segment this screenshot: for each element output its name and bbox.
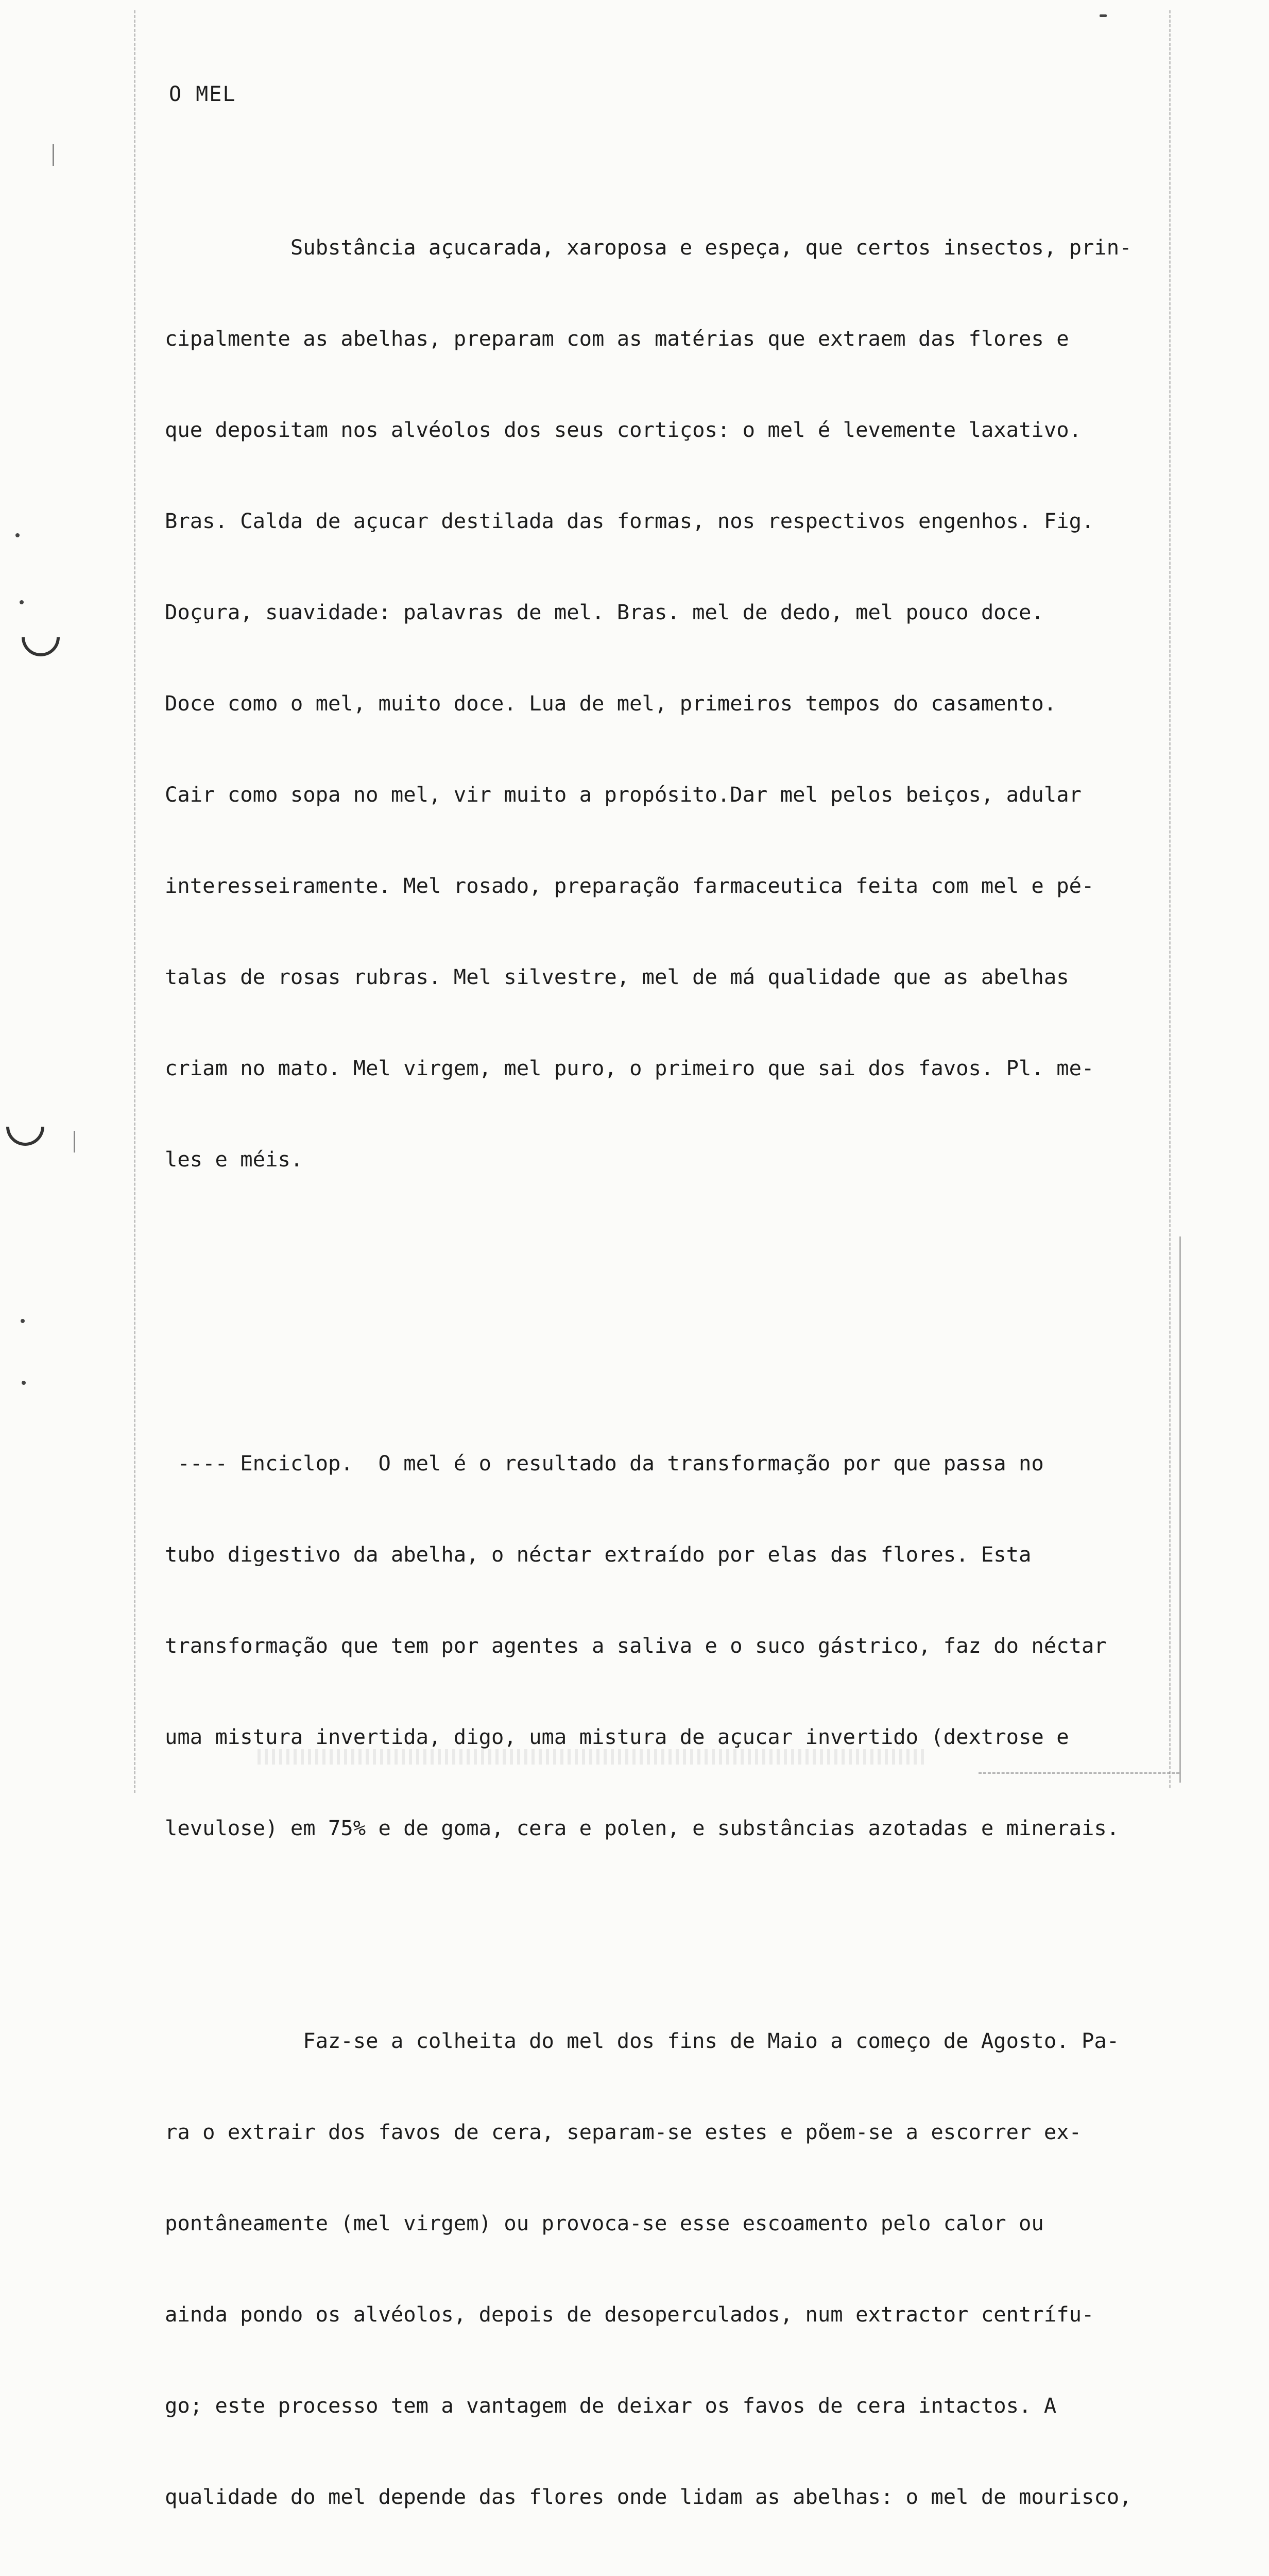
paragraph-definition [165, 172, 1174, 1235]
text-line: Bras. Calda de açucar destilada das formas, nos respectivos engenhos. Fig. [165, 509, 1094, 533]
edge-mark [53, 144, 54, 166]
text-line: Doçura, suavidade: palavras de mel. Bras. mel de dedo, mel pouco doce. [165, 600, 1044, 624]
scan-speck [21, 1319, 25, 1323]
text-line: transformação que tem por agentes a saliva e o suco gástrico, faz do néctar [165, 1633, 1107, 1658]
text-line [165, 2573, 1174, 2576]
text-line: Cair como sopa no mel, vir muito a propósito.Dar mel pelos beiços, adular [165, 782, 1082, 807]
text-line: ra o extrair dos favos de cera, separam-se estes e põem-se a escorrer ex- [165, 2120, 1082, 2144]
document-body [165, 111, 1174, 2576]
page-title: O MEL [169, 82, 236, 106]
text-line: qualidade do mel depende das flores onde lidam as abelhas: o mel de mourisco, [165, 2484, 1132, 2509]
binding-hole-mark [0, 1100, 52, 1154]
text-line: uma mistura invertida, digo, uma mistura de açucar invertido (dextrose e [165, 1724, 1069, 1749]
text-line: ---- Enciclop. O mel é o resultado da transformação por que passa no [165, 1451, 1044, 1476]
paragraph-gap [165, 1296, 1174, 1327]
text-line: Faz-se a colheita do mel dos fins de Maio a começo de Agosto. Pa- [165, 2028, 1120, 2053]
text-line: les e méis. [165, 1147, 303, 1172]
text-line: Substância açucarada, xaroposa e espeça, que certos insectos, prin- [165, 235, 1132, 260]
scan-speck [15, 533, 20, 537]
text-line: pontâneamente (mel virgem) ou provoca-se esse escoamento pelo calor ou [165, 2211, 1044, 2235]
text-line: interesseiramente. Mel rosado, preparação farmaceutica feita com mel e pé- [165, 873, 1094, 898]
text-line: tubo digestivo da abelha, o néctar extraído por elas das flores. Esta [165, 1542, 1032, 1567]
text-line: talas de rosas rubras. Mel silvestre, mel de má qualidade que as abelhas [165, 964, 1069, 989]
text-line: que depositam nos alvéolos dos seus cortiços: o mel é levemente laxativo. [165, 417, 1082, 442]
edge-mark [74, 1131, 75, 1153]
right-margin-rule-solid [1179, 1236, 1181, 1783]
scan-speck [20, 600, 24, 604]
left-margin-rule [134, 10, 135, 1793]
scan-speck [1100, 14, 1107, 17]
text-line: Doce como o mel, muito doce. Lua de mel, primeiros tempos do casamento. [165, 691, 1057, 716]
text-line: criam no mato. Mel virgem, mel puro, o primeiro que sai dos favos. Pl. me- [165, 1056, 1094, 1080]
text-line: cipalmente as abelhas, preparam com as matérias que extraem das flores e [165, 326, 1069, 351]
paragraph-colheita [165, 1965, 1174, 2576]
text-line: go; este processo tem a vantagem de deixar os favos de cera intactos. A [165, 2393, 1057, 2418]
text-line: levulose) em 75% e de goma, cera e polen, e substâncias azotadas e minerais. [165, 1816, 1120, 1840]
paragraph-enciclop [165, 1387, 1174, 1904]
text-line: ainda pondo os alvéolos, depois de desoperculados, num extractor centrífu- [165, 2302, 1094, 2327]
scan-speck [22, 1381, 26, 1385]
binding-hole-mark [14, 611, 68, 665]
